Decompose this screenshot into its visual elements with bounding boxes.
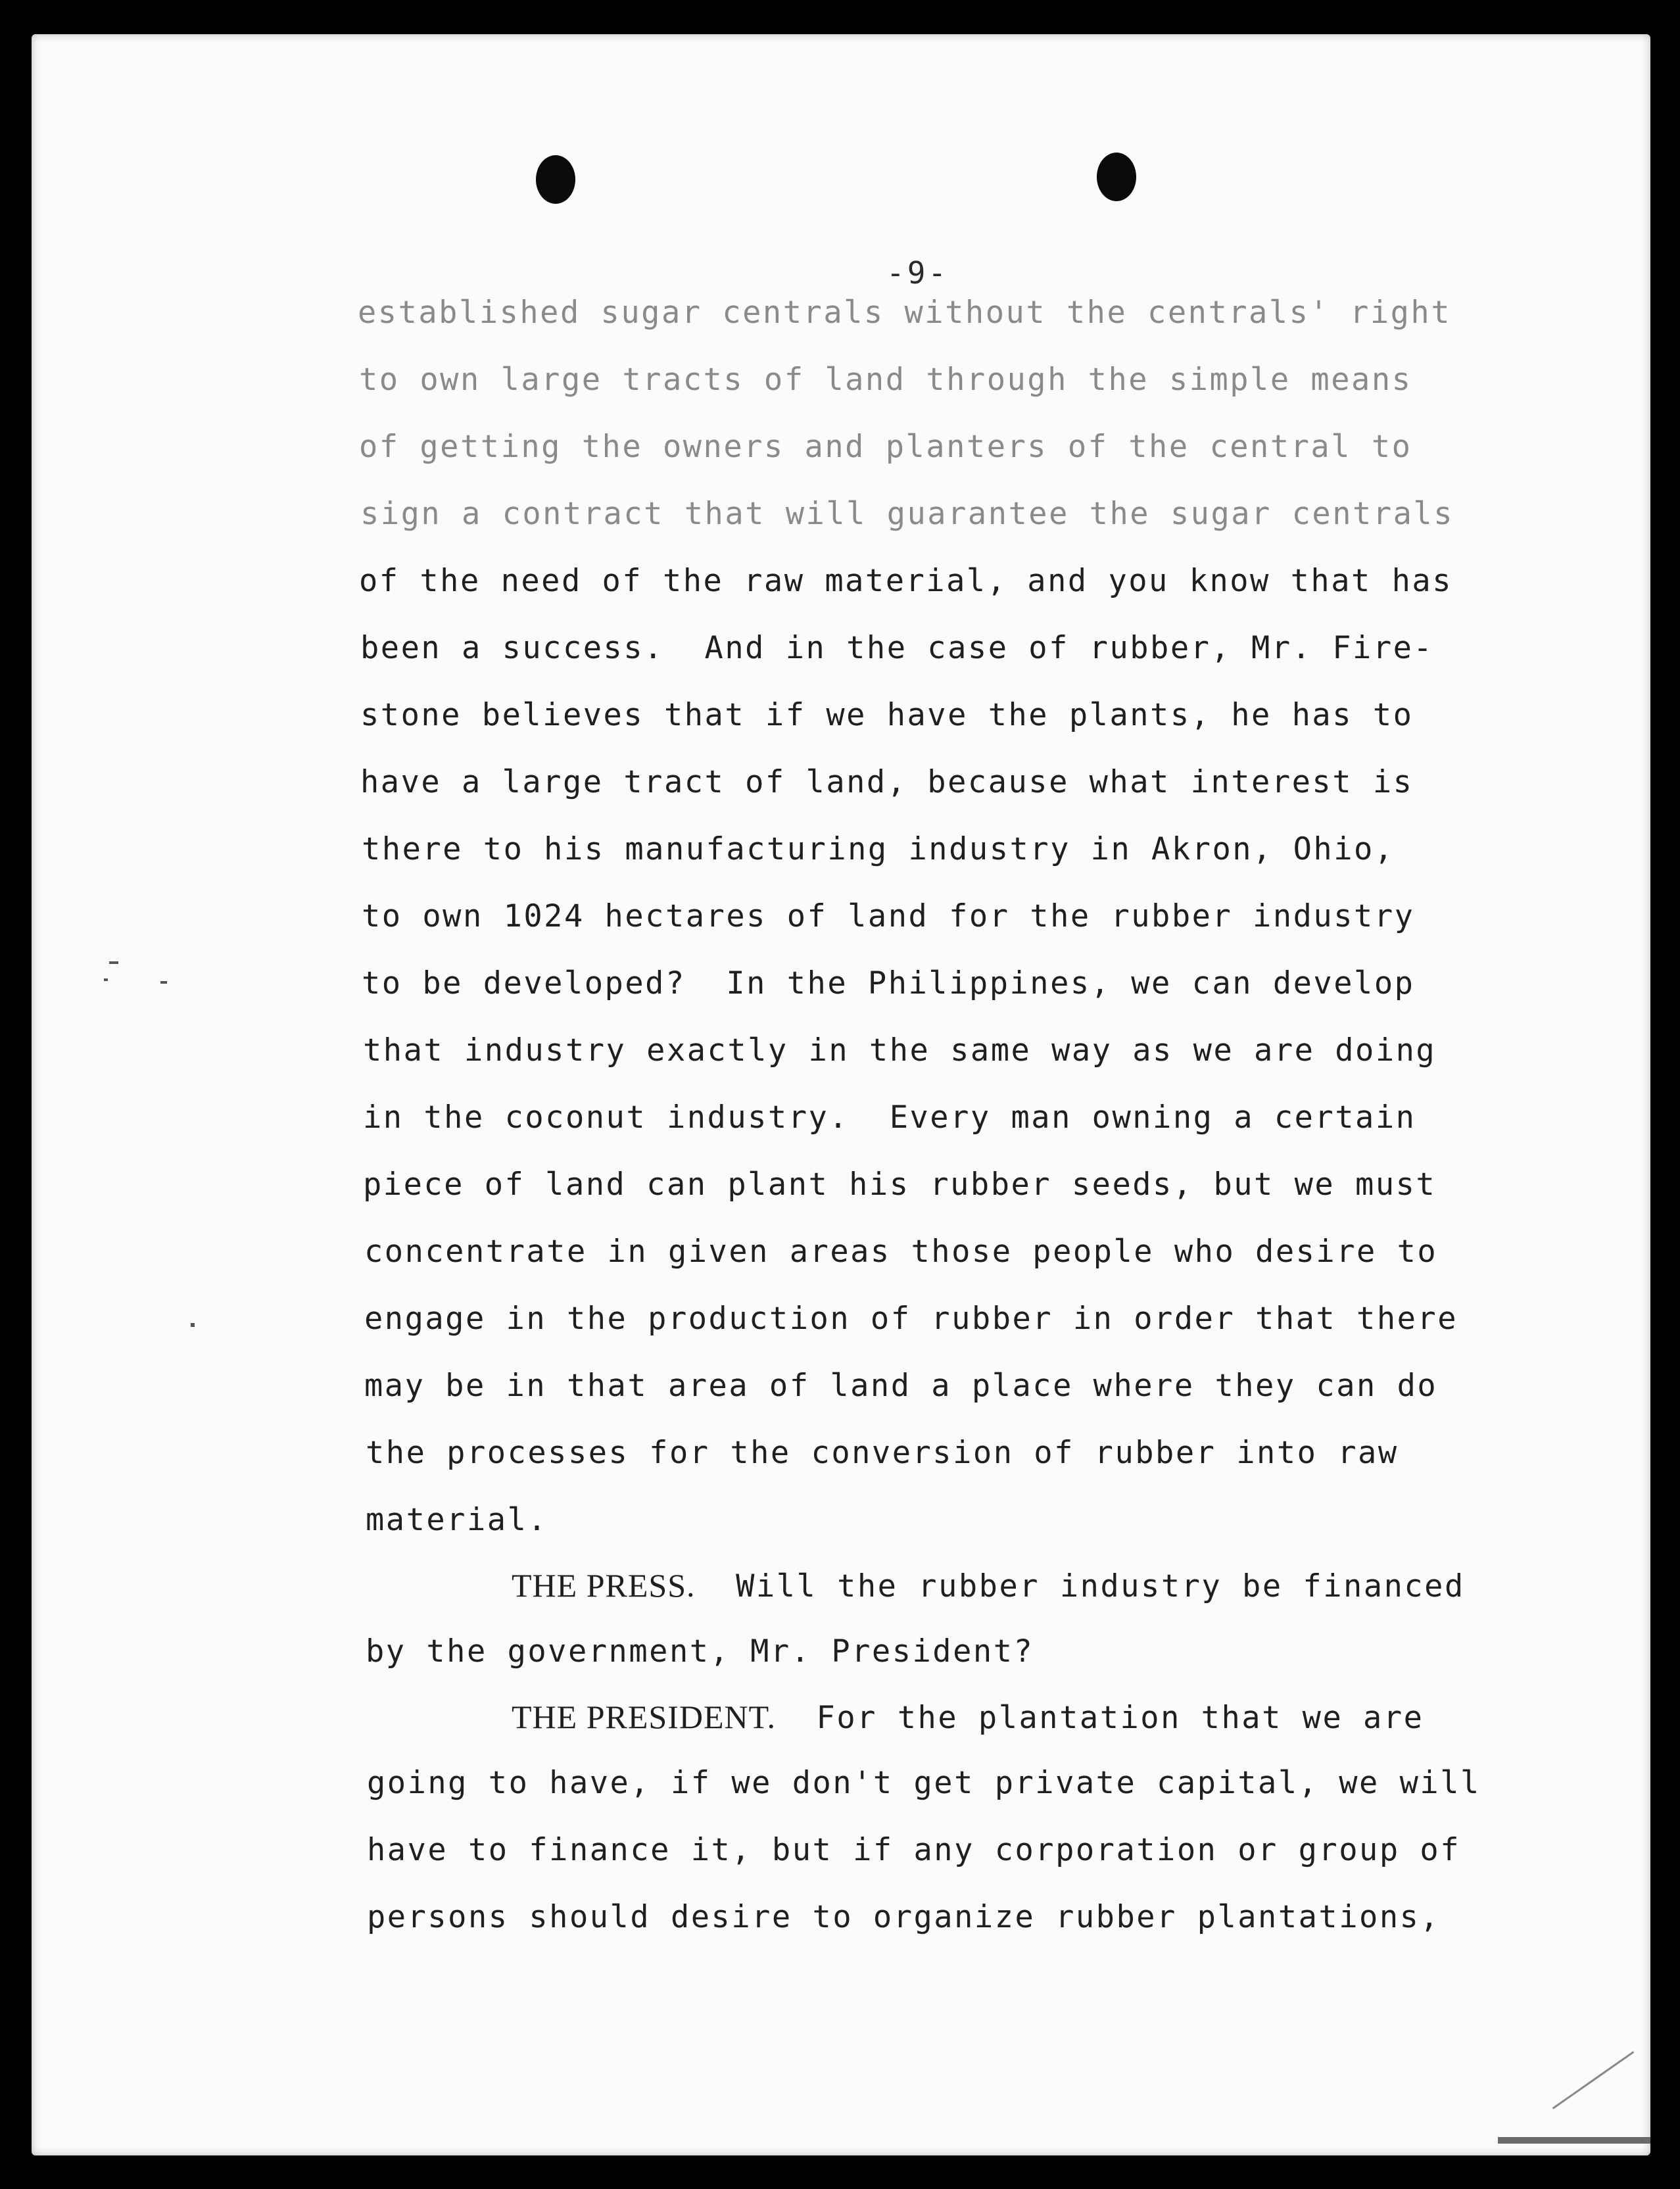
punch-hole-right xyxy=(1097,153,1136,201)
body-line: there to his manufacturing industry in Akron, Ohio, xyxy=(362,831,1395,867)
stray-mark xyxy=(104,978,108,981)
punch-hole-left xyxy=(536,155,575,204)
body-line: of the need of the raw material, and you know that has xyxy=(359,563,1453,599)
body-line: been a success. And in the case of rubber, Mr. Fire- xyxy=(360,630,1434,666)
speaker-president: THE PRESIDENT. xyxy=(512,1698,776,1735)
body-line: in the coconut industry. Every man owning a certain xyxy=(363,1099,1416,1136)
body-line: established sugar centrals without the centrals' right xyxy=(358,295,1452,331)
president-line: have to finance it, but if any corporation or group of xyxy=(367,1832,1461,1868)
body-line: stone believes that if we have the plants, he has to xyxy=(360,697,1414,733)
press-line: by the government, Mr. President? xyxy=(366,1633,1034,1670)
body-line: have a large tract of land, because what interest is xyxy=(360,764,1414,800)
stray-mark xyxy=(160,981,167,984)
body-line: may be in that area of land a place where they can do xyxy=(364,1368,1438,1404)
body-line: of getting the owners and planters of the central to xyxy=(359,429,1412,465)
body-line: piece of land can plant his rubber seeds, but we must xyxy=(363,1167,1437,1203)
body-line: engage in the production of rubber in order that there xyxy=(364,1301,1458,1337)
body-line: sign a contract that will guarantee the sugar centrals xyxy=(360,496,1454,532)
president-line xyxy=(512,1698,1424,1736)
document-page xyxy=(32,34,1650,2155)
president-answer-text: For the plantation that we are xyxy=(816,1700,1424,1736)
body-line: to be developed? In the Philippines, we can develop xyxy=(362,965,1415,1001)
president-line: persons should desire to organize rubber plantations, xyxy=(367,1899,1441,1935)
speaker-press: THE PRESS. xyxy=(512,1567,696,1604)
body-line: to own large tracts of land through the simple means xyxy=(359,362,1412,398)
press-question-text: Will the rubber industry be financed xyxy=(736,1568,1465,1604)
body-line: concentrate in given areas those people who desire to xyxy=(364,1234,1438,1270)
president-line: going to have, if we don't get private capital, we will xyxy=(367,1765,1481,1801)
body-line: that industry exactly in the same way as we are doing xyxy=(363,1032,1437,1069)
body-line: the processes for the conversion of rubber into raw xyxy=(366,1435,1399,1471)
press-line xyxy=(512,1569,1465,1602)
stray-mark xyxy=(1552,2051,1635,2109)
stray-mark xyxy=(109,961,118,964)
stray-mark xyxy=(191,1323,195,1327)
page-number: -9- xyxy=(886,255,949,291)
stray-mark xyxy=(1498,2137,1650,2144)
body-line: to own 1024 hectares of land for the rubber industry xyxy=(362,898,1415,934)
body-line: material. xyxy=(366,1502,548,1538)
